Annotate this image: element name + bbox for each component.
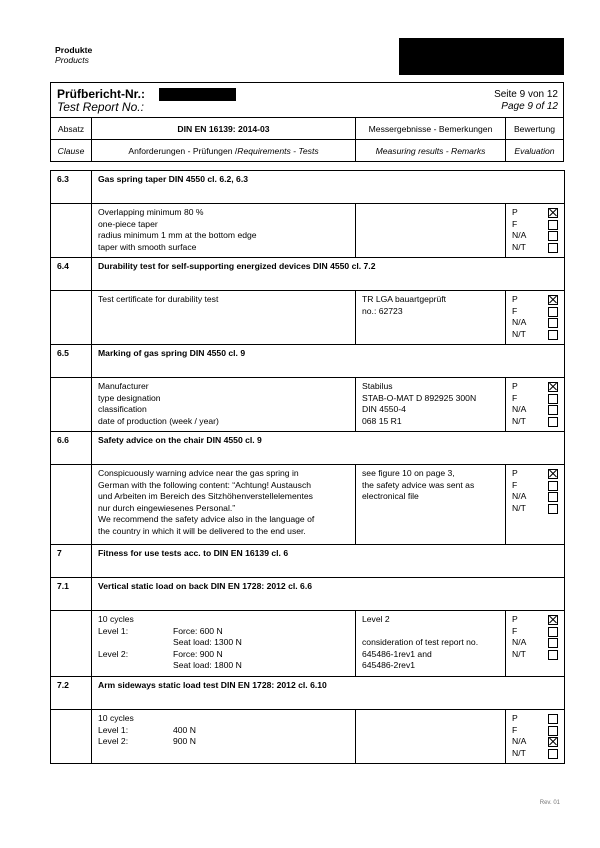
section-title: Vertical static load on back DIN EN 1728: 2012 cl. 6.6 [92,578,565,611]
requirement-line: Test certificate for durability test [98,294,219,304]
eval-option-label: F [512,724,518,735]
result-line: 068 15 R1 [362,415,402,426]
eval-option-label: F [512,625,518,636]
detail-number [51,465,92,545]
requirement-line: Conspicuously warning advice near the gas spring in [98,468,299,478]
detail-number [51,378,92,432]
detail-number [51,611,92,677]
section-title: Durability test for self-supporting energized devices DIN 4550 cl. 7.2 [92,258,565,291]
requirement-line: the country in which it will be delivered to the end user. [98,525,306,536]
eval-checkbox[interactable] [548,307,558,317]
results-cell [356,611,506,677]
section-row [51,258,565,291]
result-line [362,626,499,638]
evaluation-cell [506,611,565,677]
eval-option-label: F [512,479,518,490]
detail-row [51,291,565,345]
col-messergebnisse: Messergebnisse - Bemerkungen [356,118,506,139]
requirement-line: nur durch eingewiesenes Personal.” [98,502,236,513]
eval-checkbox[interactable] [548,243,558,253]
eval-option-label: N/T [512,747,526,758]
result-line: DIN 4550-4 [362,404,406,414]
report-label-en: Test Report No.: [57,100,144,114]
redaction-report-no [159,88,236,101]
eval-option-label: P [512,381,518,391]
detail-row [51,378,565,432]
results-cell [356,291,506,345]
col-requirements: Anforderungen - Prüfungen / Requirements - Tests [92,140,356,161]
result-line: 645486-2rev1 [362,660,416,670]
eval-option-label: N/T [512,415,526,426]
section-row [51,171,565,204]
eval-option-label: N/A [512,491,527,501]
requirements-cell [92,291,356,345]
section-row [51,345,565,378]
requirement-line: Seat load: 1800 N [173,660,242,670]
eval-checkbox[interactable] [548,638,558,648]
eval-checkbox[interactable] [548,615,558,625]
eval-option-label: N/A [512,230,527,240]
section-number: 7 [51,545,92,578]
detail-row [51,465,565,545]
products-en: Products [55,55,89,65]
eval-option-label: P [512,614,518,624]
result-line: the safety advice was sent as [362,479,475,490]
eval-checkbox[interactable] [548,231,558,241]
eval-checkbox[interactable] [548,504,558,514]
requirement-line: Level 2: 900 N [98,736,196,746]
eval-option-label: F [512,218,518,229]
requirements-cell [92,378,356,432]
report-label-de: Prüfbericht-Nr.: [57,87,146,101]
evaluation-cell [506,204,565,258]
section-row [51,545,565,578]
eval-option-label: P [512,713,518,723]
eval-option-label: F [512,305,518,316]
result-line: TR LGA bauartgeprüft [362,294,447,304]
section-number: 6.5 [51,345,92,378]
eval-option-label: N/T [512,502,526,513]
report-header [50,82,564,162]
eval-option-label: N/A [512,637,527,647]
products-label [55,45,92,65]
requirements-cell [92,465,356,545]
requirement-line: German with the following content: “Achtung! Austausch [98,479,312,490]
eval-checkbox[interactable] [548,318,558,328]
eval-option-label: P [512,294,518,304]
result-line: Level 2 [362,614,390,624]
requirement-line: We recommend the safety advice also in the language of [98,514,315,524]
requirement-line: Level 2: Force: 900 N [98,648,223,659]
section-title: Gas spring taper DIN 4550 cl. 6.2, 6.3 [92,171,565,204]
requirement-line: 10 cycles [98,713,134,723]
requirement-line: Level 1: 400 N [98,724,196,735]
revision-label: Rev. 01 [539,800,560,806]
evaluation-cell [506,710,565,764]
eval-option-label: N/A [512,404,527,414]
requirement-line: Level 1: Force: 600 N [98,625,223,636]
results-cell [356,710,506,764]
col-evaluation: Evaluation [514,145,555,156]
detail-number [51,204,92,258]
requirements-cell [92,611,356,677]
col-measuring: Measuring results - Remarks [356,140,506,161]
requirement-line: Overlapping minimum 80 % [98,207,204,217]
section-row [51,677,565,710]
evaluation-cell [506,291,565,345]
eval-checkbox[interactable] [548,737,558,747]
section-title: Marking of gas spring DIN 4550 cl. 9 [92,345,565,378]
eval-checkbox[interactable] [548,382,558,392]
eval-option-label: N/A [512,317,527,327]
detail-row [51,710,565,764]
section-number: 6.3 [51,171,92,204]
detail-number [51,710,92,764]
requirement-line: date of production (week / year) [98,415,219,426]
section-number: 6.6 [51,432,92,465]
section-row [51,432,565,465]
result-line: Stabilus [362,381,393,391]
result-line: electronical file [362,491,419,501]
results-cell [356,204,506,258]
results-cell [356,465,506,545]
eval-checkbox[interactable] [548,481,558,491]
eval-option-label: N/T [512,328,526,339]
eval-checkbox[interactable] [548,469,558,479]
section-number: 7.1 [51,578,92,611]
col-standard: DIN EN 16139: 2014-03 [92,118,356,139]
requirement-line: 10 cycles [98,614,134,624]
eval-checkbox[interactable] [548,394,558,404]
page-number-en: Page 9 of 12 [501,101,558,112]
requirement-line: Manufacturer [98,381,149,391]
eval-checkbox[interactable] [548,405,558,415]
detail-row [51,204,565,258]
eval-checkbox[interactable] [548,208,558,218]
requirement-line: und Arbeiten im Bereich des Sitzhöhenverstellelementes [98,491,313,501]
test-table [50,170,565,764]
evaluation-cell [506,378,565,432]
redaction-logo [399,38,564,75]
detail-number [51,291,92,345]
eval-option-label: P [512,468,518,478]
eval-option-label: P [512,207,518,217]
result-line: no.: 62723 [362,305,403,316]
eval-checkbox[interactable] [548,330,558,340]
eval-checkbox[interactable] [548,650,558,660]
eval-checkbox[interactable] [548,714,558,724]
col-bewertung: Bewertung [513,123,556,134]
eval-checkbox[interactable] [548,492,558,502]
requirement-line: radius minimum 1 mm at the bottom edge [98,230,257,240]
result-line: consideration of test report no. [362,637,479,647]
result-line: 645486-1rev1 and [362,648,432,659]
eval-option-label: N/T [512,241,526,252]
section-title: Arm sideways static load test DIN EN 1728: 2012 cl. 6.10 [92,677,565,710]
eval-checkbox[interactable] [548,220,558,230]
requirement-line: one-piece taper [98,218,158,229]
evaluation-cell [506,465,565,545]
requirements-cell [92,710,356,764]
section-number: 7.2 [51,677,92,710]
detail-row [51,611,565,677]
section-row [51,578,565,611]
eval-option-label: F [512,392,518,403]
requirement-line: classification [98,404,147,414]
result-line: see figure 10 on page 3, [362,468,455,478]
col-clause: Clause [51,140,92,161]
eval-option-label: N/A [512,736,527,746]
section-title: Safety advice on the chair DIN 4550 cl. 9 [92,432,565,465]
section-title: Fitness for use tests acc. to DIN EN 16139 cl. 6 [92,545,565,578]
col-absatz: Absatz [51,118,92,139]
result-line: STAB-O-MAT D 892925 300N [362,392,477,403]
eval-checkbox[interactable] [548,295,558,305]
results-cell [356,378,506,432]
products-de: Produkte [55,45,93,55]
section-number: 6.4 [51,258,92,291]
eval-checkbox[interactable] [548,726,558,736]
eval-option-label: N/T [512,648,526,659]
eval-checkbox[interactable] [548,627,558,637]
eval-checkbox[interactable] [548,417,558,427]
requirement-line: type designation [98,392,161,403]
requirement-line: taper with smooth surface [98,241,197,252]
requirements-cell [92,204,356,258]
page-number-de: Seite 9 von 12 [494,89,558,100]
requirement-line: Seat load: 1300 N [173,637,242,647]
eval-checkbox[interactable] [548,749,558,759]
